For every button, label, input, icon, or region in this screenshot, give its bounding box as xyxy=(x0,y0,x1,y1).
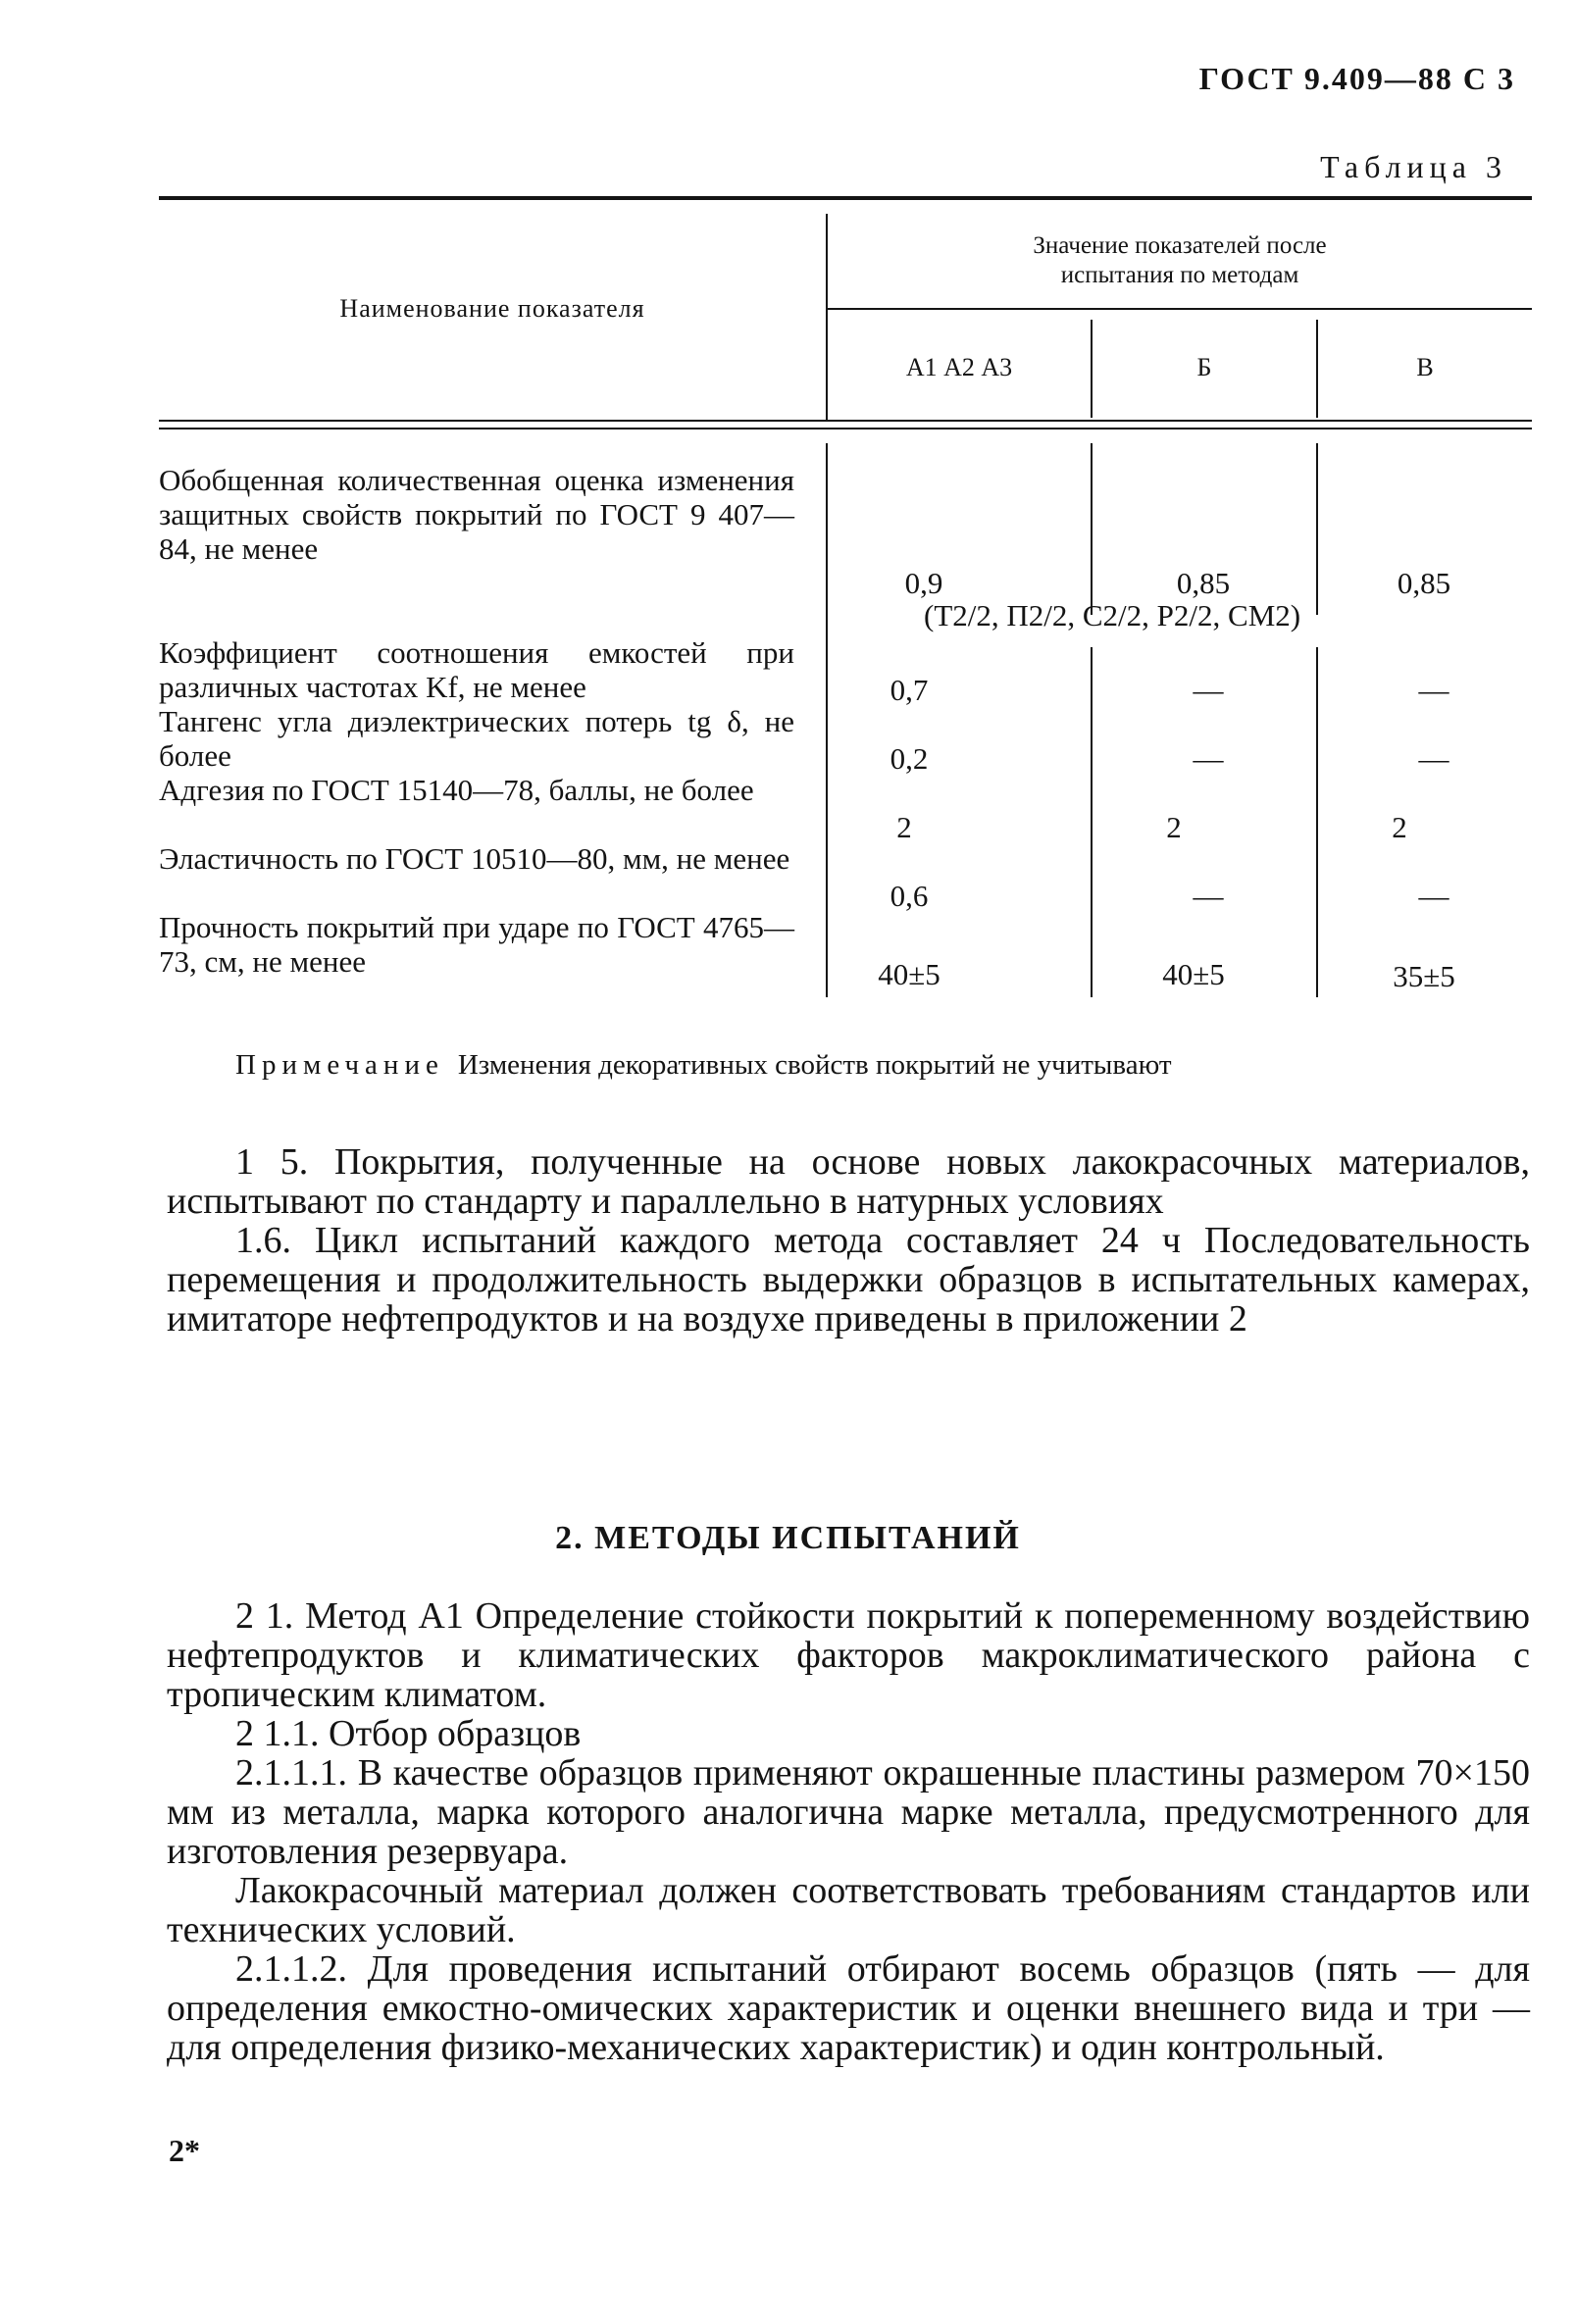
paragraph-block-2 xyxy=(167,1596,1530,2067)
row-value-v: 2 xyxy=(1392,810,1407,844)
row-parameter: Тангенс угла диэлектрических потерь tg δ, не более xyxy=(159,704,794,773)
row-value-b: 0,85 xyxy=(1176,566,1231,600)
row-parameter: Адгезия по ГОСТ 15140—78, баллы, не более xyxy=(159,773,754,807)
running-title: ГОСТ 9.409—88 С 3 xyxy=(1198,61,1515,96)
row-parameter: Эластичность по ГОСТ 10510—80, мм, не менее xyxy=(159,841,790,876)
row-value-a: 0,6 xyxy=(890,879,929,913)
paragraph-2-1-1-1: 2.1.1.1. В качестве образцов применяют окрашенные пластины размером 70×150 мм из металла, марка которого аналогична марке металла, предусмотренного для изготовления резервуара. xyxy=(167,1752,1530,1872)
data-table xyxy=(159,196,1532,1010)
row-value-b: 2 xyxy=(1166,810,1182,844)
column-divider xyxy=(1316,443,1318,615)
table-note xyxy=(235,1049,1172,1082)
table-subheader-rule xyxy=(826,308,1532,310)
row-parameter: Прочность покрытий при ударе по ГОСТ 4765—73, см, не менее xyxy=(159,910,794,979)
values-header-line-2: испытания по методам xyxy=(1060,262,1299,288)
table-top-rule xyxy=(159,196,1532,200)
row-value-b: — xyxy=(1193,741,1224,776)
row-value-v: — xyxy=(1418,673,1449,707)
row-value-v: — xyxy=(1418,879,1449,913)
paragraph-block-1 xyxy=(167,1142,1530,1339)
section-title: 2. МЕТОДЫ ИСПЫТАНИЙ xyxy=(555,1520,1021,1556)
row-value-v: — xyxy=(1418,741,1449,776)
method-header-b: Б xyxy=(1196,353,1212,381)
row-parameter: Обобщенная количественная оценка изменения защитных свойств покрытий по ГОСТ 9 407—84, не менее xyxy=(159,463,794,566)
row-value-note: (Т2/2, П2/2, С2/2, Р2/2, СМ2) xyxy=(924,598,1301,632)
paragraph-1-6: 1.6. Цикл испытаний каждого метода составляет 24 ч Последовательность перемещения и продолжительность выдержки образцов в испытательных камерах, имитаторе нефтепродуктов и на воздухе приведены в приложении 2 xyxy=(167,1220,1530,1339)
row-value-v: 35±5 xyxy=(1393,959,1455,993)
row-value-b: 40±5 xyxy=(1162,957,1225,991)
values-header-line-1: Значение показателей после xyxy=(1033,232,1327,259)
row-value-a: 0,7 xyxy=(890,673,929,707)
paragraph-2-1-1-2: 2.1.1.2. Для проведения испытаний отбирают восемь образцов (пять — для определения емкостно-омических характеристик и оценки внешнего вида и три — для определения физико-механических характеристик) и один контрольный. xyxy=(167,1948,1530,2068)
paragraph-lkm: Лакокрасочный материал должен соответствовать требованиям стандартов или технических условий. xyxy=(167,1870,1530,1950)
row-value-a: 0,2 xyxy=(890,741,929,776)
table-note-label: Примечание xyxy=(235,1049,444,1081)
row-value-b: — xyxy=(1193,879,1224,913)
row-value-v: 0,85 xyxy=(1397,566,1451,600)
column-divider xyxy=(1091,647,1093,997)
row-parameter: Коэффициент соотношения емкостей при различных частотах Kf, не менее xyxy=(159,635,794,704)
paragraph-2-1: 2 1. Метод А1 Определение стойкости покрытий к попеременному воздействию нефтепродуктов и климатических факторов макроклиматического района с тропическим климатом. xyxy=(167,1595,1530,1715)
param-column-header: Наименование показателя xyxy=(339,294,645,323)
paragraph-2-1-1: 2 1.1. Отбор образцов xyxy=(235,1713,582,1754)
table-note-text: Изменения декоративных свойств покрытий не учитывают xyxy=(457,1049,1172,1081)
table-header-rule-double xyxy=(159,428,1532,429)
row-value-a: 0,9 xyxy=(904,566,943,600)
row-value-a: 2 xyxy=(896,810,912,844)
page-mark: 2* xyxy=(169,2133,200,2168)
paragraph-1-5: 1 5. Покрытия, полученные на основе новых лакокрасочных материалов, испытывают по стандарту и параллельно в натурных условиях xyxy=(167,1141,1530,1222)
column-divider xyxy=(1091,443,1093,615)
column-divider xyxy=(826,443,828,997)
column-divider xyxy=(1316,647,1318,997)
values-column-header xyxy=(828,231,1532,290)
method-header-v: В xyxy=(1416,353,1434,381)
row-value-b: — xyxy=(1193,673,1224,707)
method-header-a: А1 А2 А3 xyxy=(905,353,1013,381)
table-header-rule xyxy=(159,420,1532,422)
table-caption: Таблица 3 xyxy=(1320,149,1507,184)
row-value-a: 40±5 xyxy=(878,957,941,991)
